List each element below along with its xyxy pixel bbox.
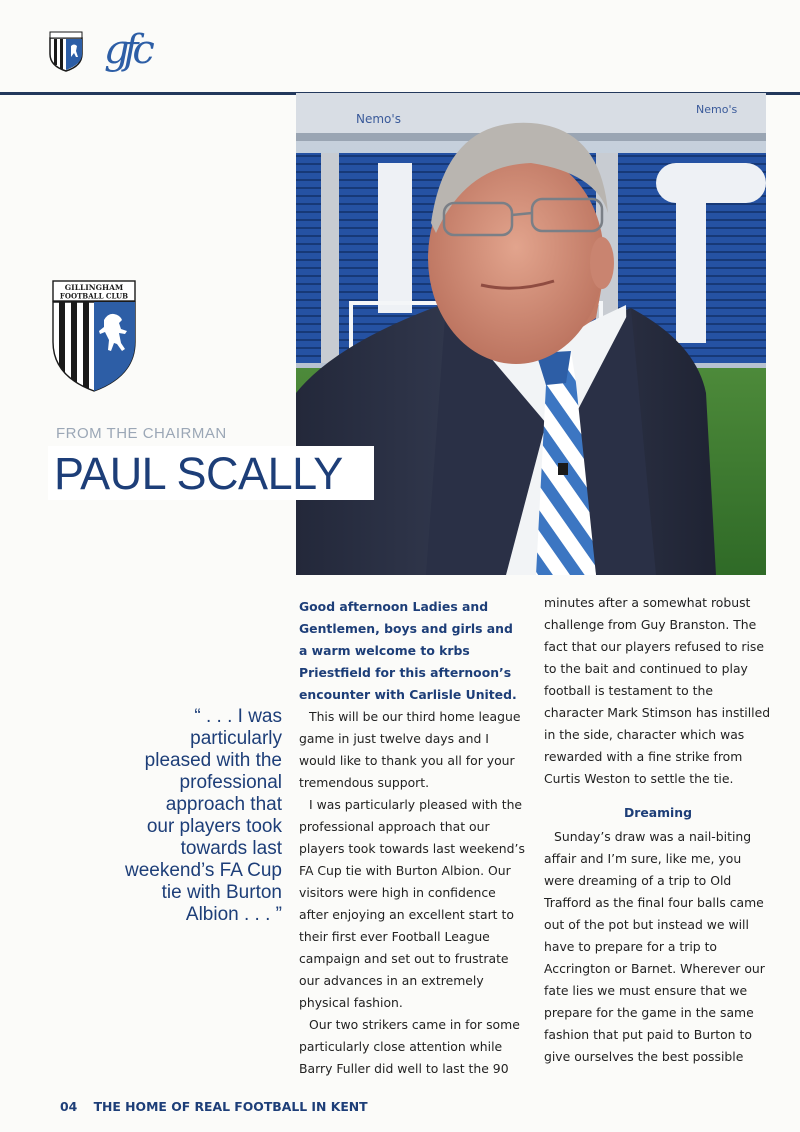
article-column-1 (299, 596, 525, 1080)
article-paragraph: This will be our third home league game in just twelve days and I would like to thank you all for your tremendous support. (299, 709, 521, 790)
article-paragraph: Sunday’s draw was a nail-biting affair and I’m sure, like me, you were dreaming of a trip to Old Trafford as the final four balls came out of the pot but instead we will have to prepare for a trip to Accrington or Barnet. Wherever our fate lies we must ensure that we prepare for the game in the same fashion that put paid to Burton to give ourselves the best possible (544, 829, 765, 1064)
article-title: PAUL SCALLY (54, 448, 343, 499)
pull-quote-line: our players took (146, 816, 282, 837)
club-crest-icon (52, 280, 136, 392)
article-lead: Good afternoon Ladies and Gentlemen, boys and girls and a warm welcome to krbs Priestfield for this afternoon’s encounter with Carlisle United. (299, 599, 517, 702)
pull-quote (70, 706, 282, 926)
pull-quote-line: tie with Burton (161, 882, 282, 903)
page-footer (60, 1099, 368, 1114)
svg-text:GILLINGHAM: GILLINGHAM (64, 283, 124, 292)
page-number: 04 (60, 1099, 78, 1114)
svg-text:Nemo's: Nemo's (356, 112, 401, 126)
article-column-2 (544, 592, 772, 1068)
svg-text:FOOTBALL CLUB: FOOTBALL CLUB (59, 291, 129, 301)
article-paragraph: Our two strikers came in for some particularly close attention while Barry Fuller did well to last the 90 (299, 1017, 520, 1076)
footer-tagline: THE HOME OF REAL FOOTBALL IN KENT (93, 1099, 368, 1114)
club-crest-icon (48, 30, 84, 72)
club-monogram: gfc (104, 27, 149, 73)
article-paragraph: minutes after a somewhat robust challenge from Guy Branston. The fact that our players refused to rise to the bait and continued to play football is testament to the character Mark Stimson has instilled in the side, character which was rewarded with a fine strike from Curtis Weston to settle the tie. (544, 595, 771, 786)
article-kicker: FROM THE CHAIRMAN (56, 425, 227, 442)
pull-quote-line: Albion . . . ” (185, 904, 282, 925)
pull-quote-line: weekend’s FA Cup (124, 860, 282, 881)
pull-quote-line: approach that (165, 794, 282, 815)
article-subhead: Dreaming (623, 805, 692, 820)
article-paragraph: I was particularly pleased with the professional approach that our players took towards last weekend’s FA Cup tie with Burton Albion. Our visitors were high in confidence after enjoying an excellent start to their first ever Football League campaign and set out to frustrate our advances in an extremely physical fashion. (299, 797, 525, 1010)
pull-quote-line: professional (179, 772, 282, 793)
pull-quote-line: “ . . . I was (194, 706, 282, 727)
pull-quote-line: towards last (180, 838, 282, 859)
chairman-photo (296, 93, 766, 575)
pull-quote-line: particularly (190, 728, 282, 749)
svg-text:Nemo's: Nemo's (696, 103, 738, 116)
pull-quote-line: pleased with the (144, 750, 282, 771)
